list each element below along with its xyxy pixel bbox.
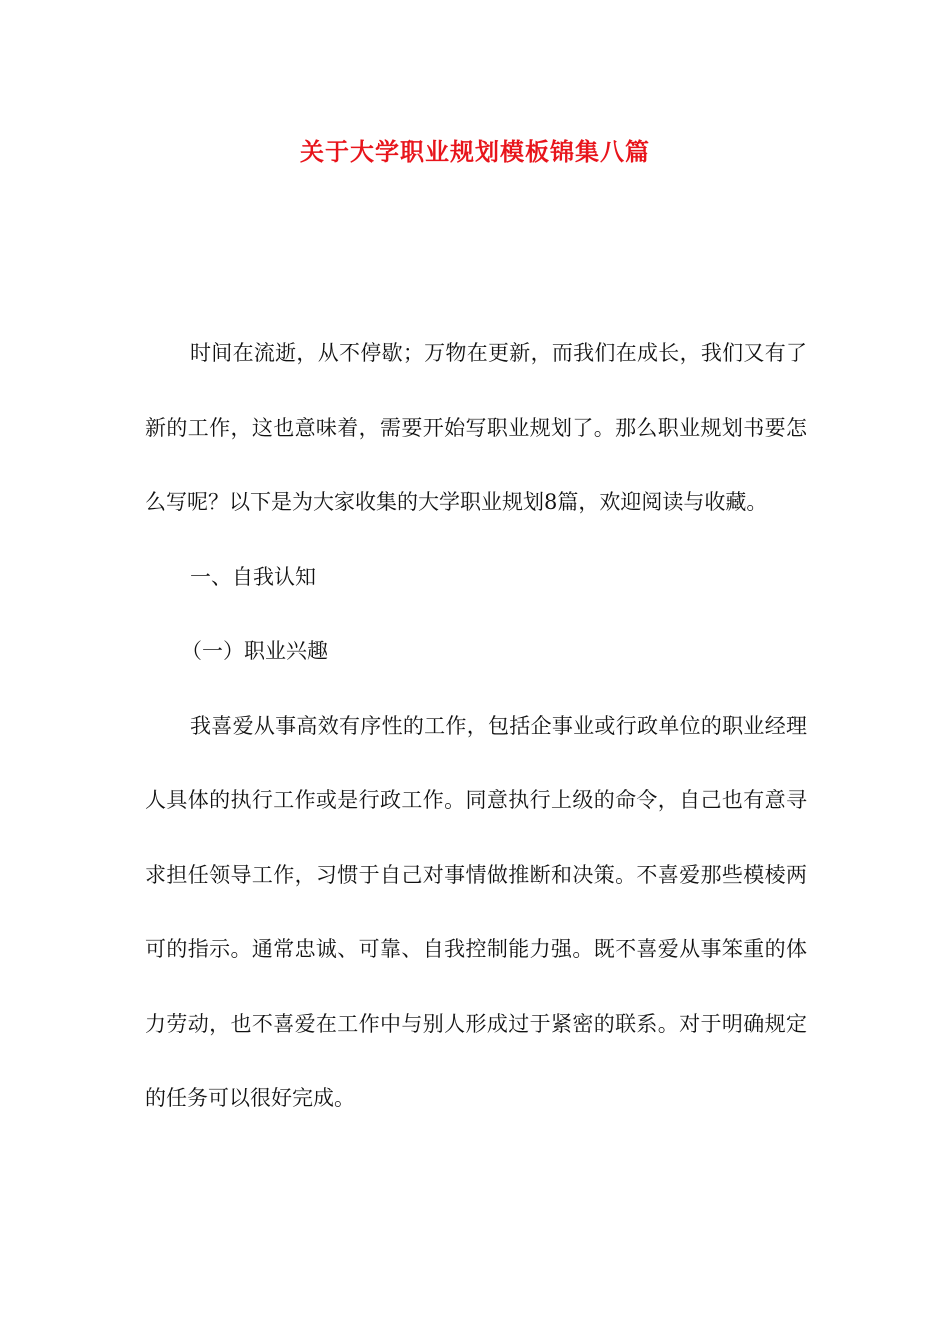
section-heading-self-cognition: 一、自我认知 xyxy=(190,564,316,589)
intro-paragraph: 时间在流逝，从不停歇；万物在更新，而我们在成长，我们又有了新的工作，这也意味着，需要开始写职业规划了。那么职业规划书要怎么写呢？以下是为大家收集的大学职业规划8篇，欢迎阅读与收藏。 xyxy=(145,341,807,514)
subsection-heading-career-interest: （一）职业兴趣 xyxy=(181,639,328,663)
document-title: 关于大学职业规划模板锦集八篇 xyxy=(300,137,650,166)
career-interest-paragraph: 我喜爱从事高效有序性的工作，包括企事业或行政单位的职业经理人具体的执行工作或是行政工作。同意执行上级的命令，自己也有意寻求担任领导工作，习惯于自己对事情做推断和决策。不喜爱那些模棱两可的指示。通常忠诚、可靠、自我控制能力强。既不喜爱从事笨重的体力劳动，也不喜爱在工作中与别人形成过于紧密的联系。对于明确规定的任务可以很好完成。 xyxy=(145,713,807,1110)
document-body xyxy=(145,316,807,1136)
